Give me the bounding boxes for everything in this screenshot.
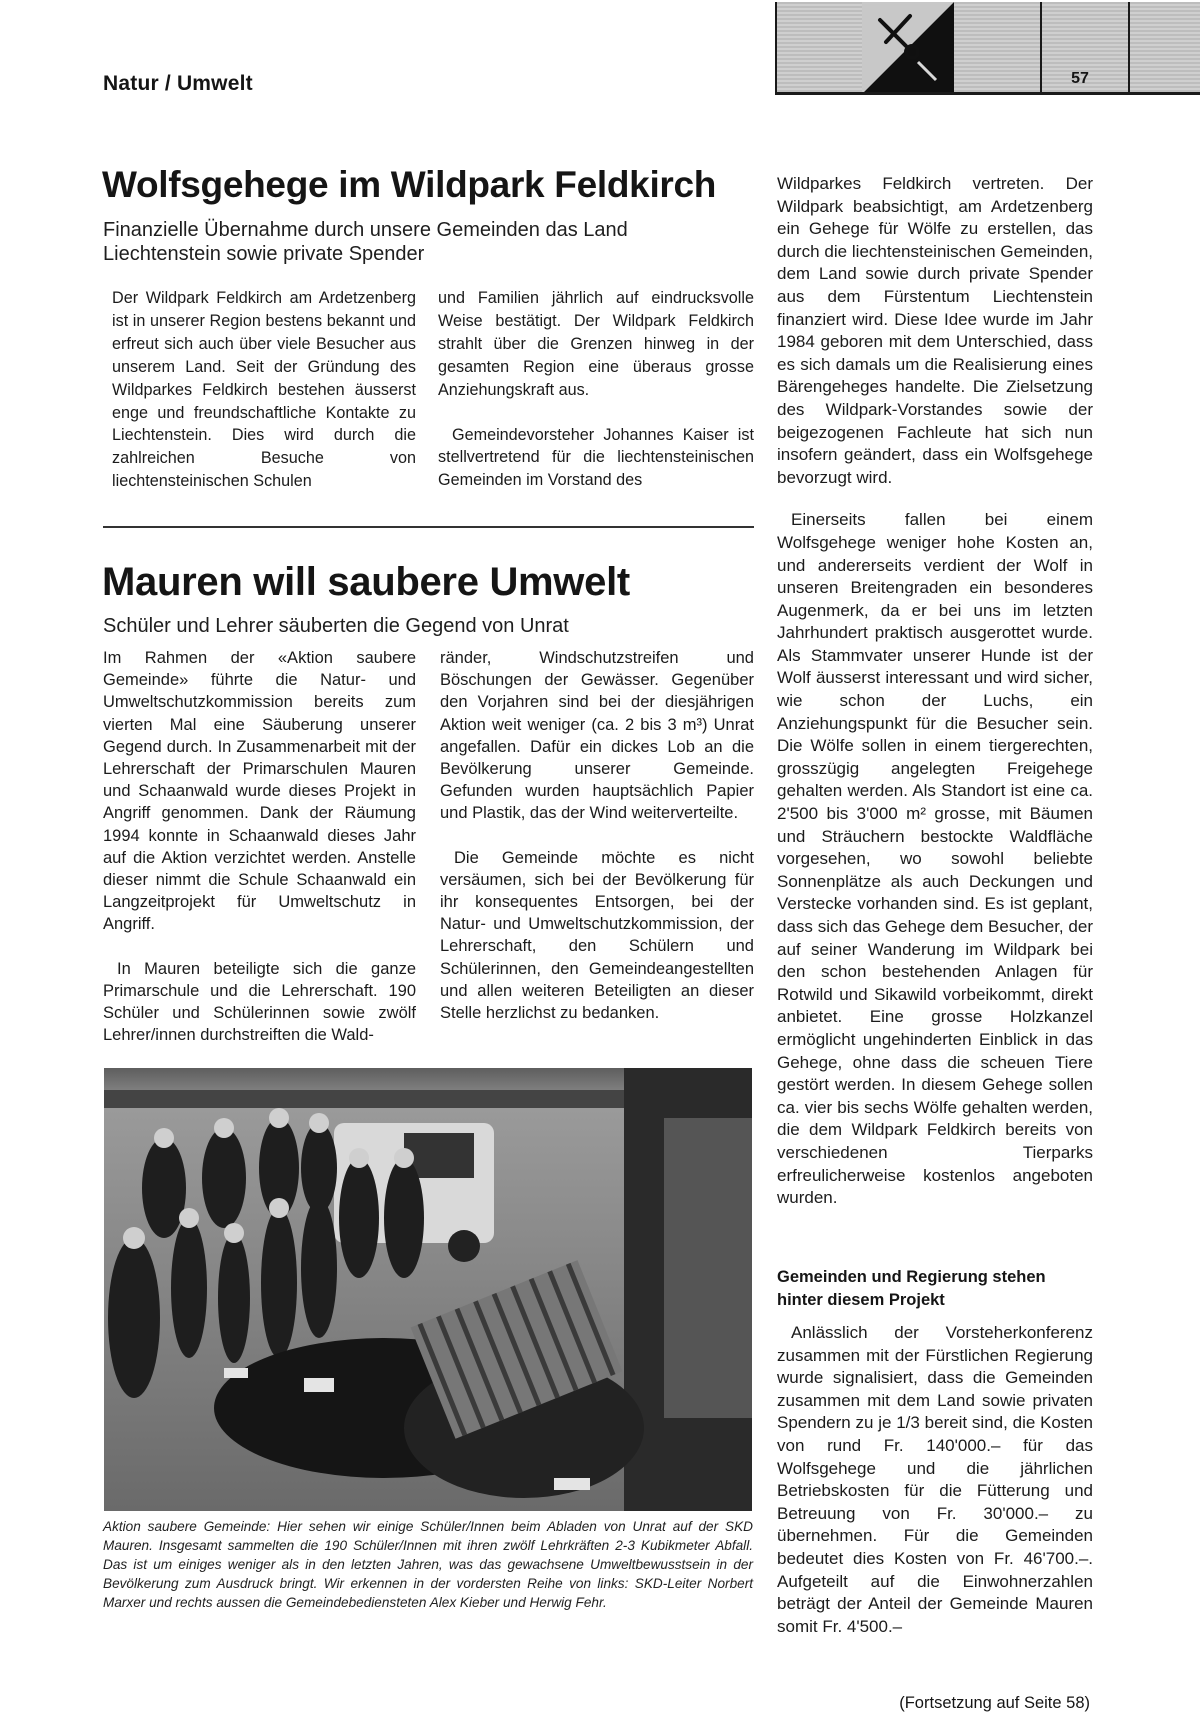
article2-subtitle: Schüler und Lehrer säuberten die Gegend von Unrat [103,615,569,637]
article2-column-2 [440,647,754,1024]
paragraph: Der Wildpark Feldkirch am Ardetzenberg ist in unserer Region bestens bekannt und erfreut sich auch über viele Besucher aus unserem Land. Seit der Gründung des Wildparkes Feldkirch bestehen äusserst enge und freundschaftliche Kontakte zu Liechtenstein. Dies wird durch die zahlreichen Besuche von liechtensteinischen Schulen [112,289,416,491]
page-number: 57 [1071,70,1089,87]
paragraph: Die Gemeinde möchte es nicht versäumen, sich bei der Bevölkerung für ihr konsequentes Entsorgen, bei der Natur- und Umweltschutzkommission, der Lehrerschaft, den Schülern und Schülerinnen, den Gemeindeangestellten und allen weiteren Beteiligten an dieser Stelle herzlichst zu bedanken. [440,848,754,1023]
continuation-note: (Fortsetzung auf Seite 58) [899,1694,1090,1712]
paragraph: Anlässlich der Vorsteherkonferenz zusammen mit der Fürstlichen Regierung wurde signalisiert, dass die Gemeinden zusammen mit dem Land sowie privaten Spendern zu je 1/3 bereit sind, die Kosten von rund Fr. 140'000.– für das Wolfsgehege und die jährlichen Betriebskosten für die Fütterung und Betreuung von Fr. 30'000.– zu übernehmen. Für die Gemeinden bedeutet dies Kosten von Fr. 46'700.–. Aufgeteilt auf die Einwohnerzahlen beträgt der Anteil der Gemeinde Mauren somit Fr. 4'500.– [777,1323,1093,1636]
paragraph: Einerseits fallen bei einem Wolfsgehege weniger hohe Kosten an, und andererseits verdient der Wolf in unseren Breitengraden ein besonderes Augenmerk, da er bei uns im letzten Jahrhundert praktisch ausgerottet wurde. Als Stammvater unserer Hunde ist der Wolf äusserst interessant und wird sicher, wie schon der Luchs, ein Anziehungspunkt für die Besucher sein. Die Wölfe sollen in einem tiergerechten, grosszügig angelegten Freigehege gehalten werden. Als Standort ist eine ca. 2'500 bis 3'000 m² grosse, mit Bäumen und Sträuchern bestockte Waldfläche vorgesehen, wo sowohl beliebte Sonnenplätze als auch Deckungen und Verstecke vorhanden sind. Es ist geplant, dass sich das Gehege dem Besucher, der auf seiner Wanderung im Wildpark bei den schon bestehenden Anlagen für Rotwild und Sikawild vorbeikommt, direkt anbietet. Eine grosse Holzkanzel ermöglicht ungehinderten Einblick in das Gehege, ohne dass die scheuen Tiere gestört werden. In diesem Gehege sollen ca. vier bis sechs Wölfe gehalten werden, die dem Wildpark Feldkirch bereits von verschiedenen Tierparks erfreulicherweise kostenlos angeboten wurden. [777,510,1093,1208]
article1-column-3 [777,173,1093,1210]
header-rule [775,92,1200,95]
header-tab [952,2,1042,94]
photo-caption: Aktion saubere Gemeinde: Hier sehen wir einige Schüler/Innen beim Abladen von Unrat auf der SKD Mauren. Insgesamt sammelten die 190 Schüler/Innen mit ihren zwölf Lehrkräften 2-3 Kubikmeter Abfall. Das ist um einiges weniger als in den letzten Jahren, was das gewachsene Umweltbewusstsein in der Bevölkerung zum Ausdruck bringt. Wir erkennen in der vordersten Reihe von links: SKD-Leiter Norbert Marxer und rechts aussen die Gemeindebediensteten Alex Kieber und Herwig Fehr. [103,1519,753,1610]
paragraph: Wildparkes Feldkirch vertreten. Der Wildpark beabsichtigt, am Ardetzenberg ein Gehege für Wölfe zu erstellen, das durch die liechtensteinischen Gemeinden, dem Land sowie durch private Spender aus dem Fürstentum Liechtenstein finanziert wird. Diese Idee wurde im Jahr 1984 geboren mit dem Unterschied, dass es sich damals um die Realisierung eines Bärengeheges handelte. Die Zielsetzung des Wildpark-Vorstandes sowie der beigezogenen Fachleute hat sich nun insofern geändert, dass ein Wolfsgehege bevorzugt wird. [777,174,1093,487]
cleanup-photo [104,1068,752,1511]
section-label: Natur / Umwelt [103,72,253,95]
paragraph: ränder, Windschutzstreifen und Böschungen der Gewässer. Gegenüber den Vorjahren sind bei der diesjährigen Aktion weit weniger (ca. 2 bis 3 m³) Unrat angefallen. Dafür ein dickes Lob an die Bevölkerung unserer Gemeinde. Gefunden wurden hauptsächlich Papier und Plastik, das der Wind weiterverteilte. [440,649,754,823]
paragraph: Im Rahmen der «Aktion saubere Gemeinde» führte die Natur- und Umweltschutzkommission bereits zum vierten Mal eine Säuberung unserer Gegend durch. In Zusammenarbeit mit der Lehrerschaft der Primarschulen Mauren und Schaanwald wurde dieses Projekt in Angriff genommen. Dank der Räumung 1994 konnte in Schaanwald dieses Jahr auf die Aktion verzichtet werden. Anstelle dieser nimmt die Schule Schaanwald ein Langzeitprojekt für Umweltschutz in Angriff. [103,649,416,934]
paragraph: In Mauren beteiligte sich die ganze Primarschule und die Lehrerschaft. 190 Schüler und Schülerinnen sowie zwölf Lehrer/innen durchstreiften die Wald- [103,959,416,1045]
paragraph: Gemeindevorsteher Johannes Kaiser ist stellvertretend für die liechtensteinischen Gemeinden im Vorstand des [438,425,754,490]
article1-column-2 [438,287,754,492]
header-tab [775,2,865,94]
article1-column-3-continued [777,1322,1093,1638]
article-divider [103,526,754,528]
article2-title: Mauren will saubere Umwelt [102,560,630,604]
article1-title: Wolfsgehege im Wildpark Feldkirch [102,164,717,205]
article2-column-1 [103,647,416,1046]
crossed-tools-icon [862,2,954,94]
article1-subheading: Gemeinden und Regierung stehen hinter diesem Projekt [777,1268,1046,1309]
article1-column-1 [112,287,416,493]
paragraph: und Familien jährlich auf eindrucksvolle Weise bestätigt. Der Wildpark Feldkirch strahlt über die Grenzen hinweg in der gesamten Region eine überaus grosse Anziehungskraft aus. [438,289,754,399]
article1-subtitle: Finanzielle Übernahme durch unsere Gemeinden das Land Liechtenstein sowie private Spender [103,219,628,265]
header-tab [1128,2,1200,94]
